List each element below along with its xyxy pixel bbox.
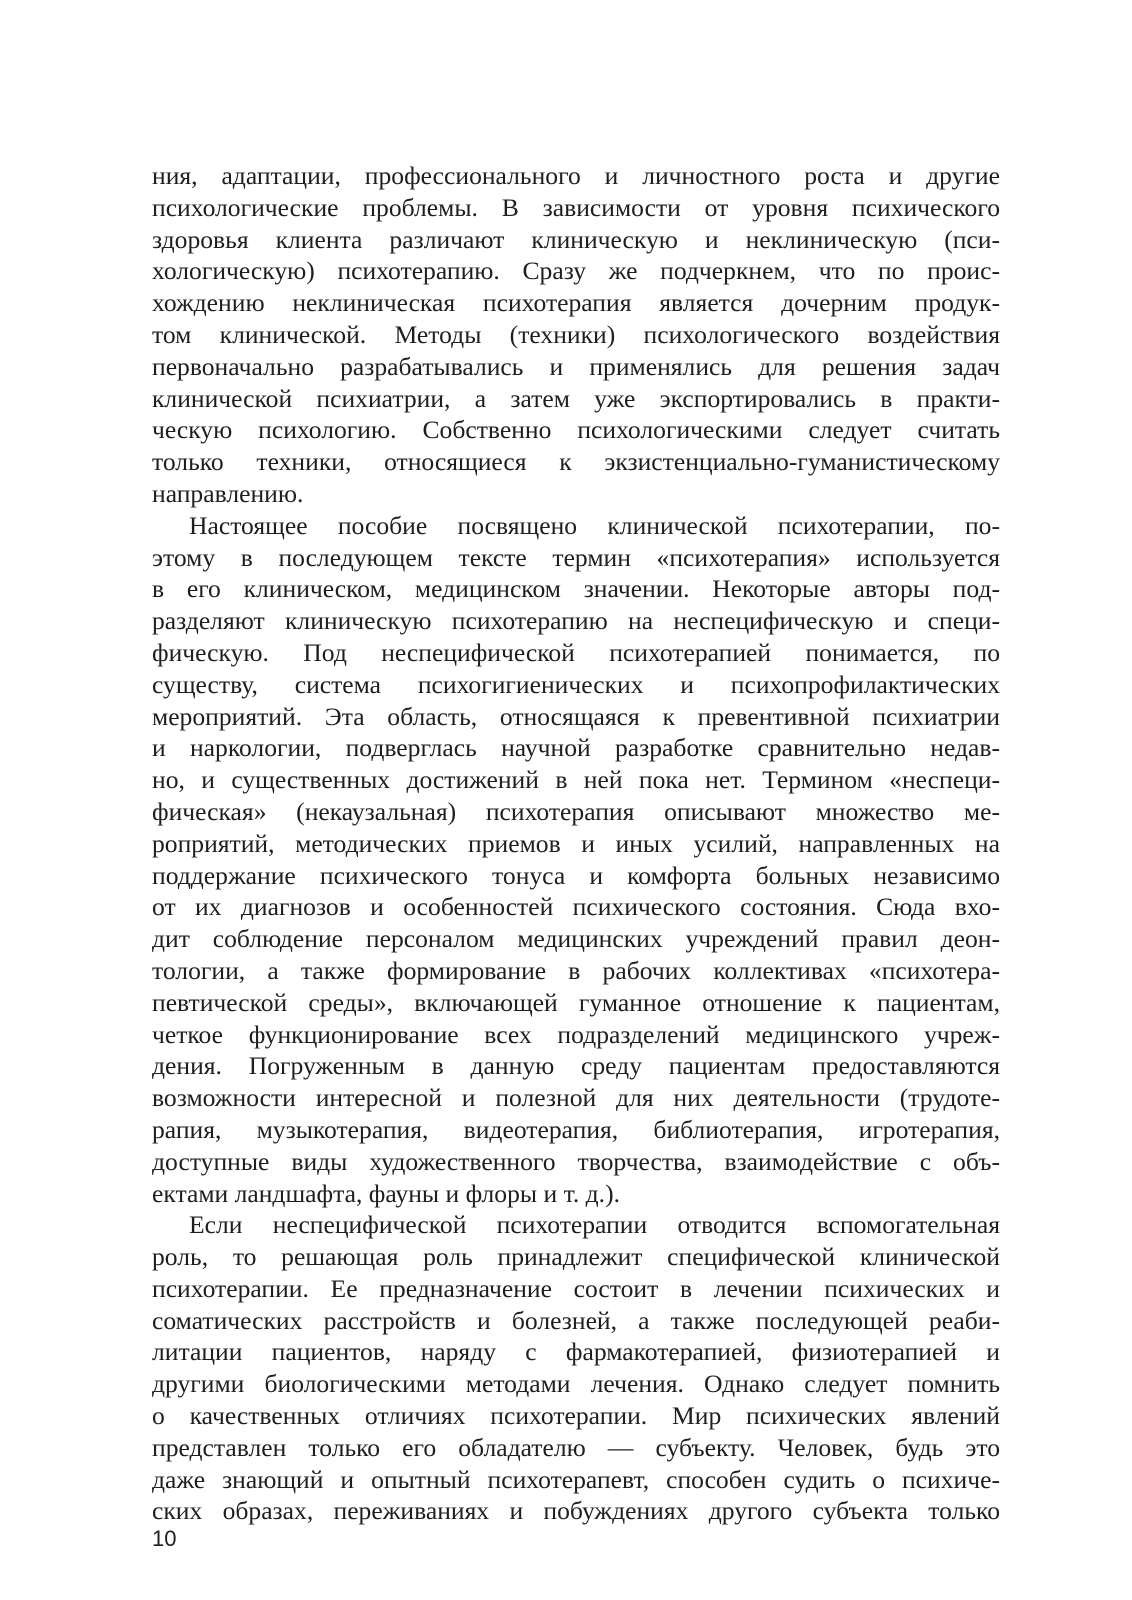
text-line: тологии, а также формирование в рабочих коллективах «психотера- xyxy=(152,955,1000,985)
paragraph-2 xyxy=(152,510,1000,1210)
paragraph-1 xyxy=(152,160,1000,510)
text-line: хологическую) психотерапию. Сразу же подчеркнем, что по проис- xyxy=(152,256,1000,286)
text-line: четкое функционирование всех подразделений медицинского учреж- xyxy=(152,1019,1000,1049)
text-line: но, и существенных достижений в ней пока нет. Термином «неспеци- xyxy=(152,765,1000,795)
text-line: первоначально разрабатывались и применялись для решения задач xyxy=(152,351,1000,381)
text-line: фическая» (некаузальная) психотерапия описывают множество ме- xyxy=(152,796,1000,826)
text-line: представлен только его обладателю — субъекту. Человек, будь это xyxy=(152,1432,1000,1462)
text-line: ческую психологию. Собственно психологическими следует считать xyxy=(152,415,1000,445)
text-line: ектами ландшафта, фауны и флоры и т. д.). xyxy=(152,1178,620,1208)
text-line: певтической среды», включающей гуманное отношение к пациентам, xyxy=(152,987,1000,1017)
text-line: ния, адаптации, профессионального и личностного роста и другие xyxy=(152,161,1000,190)
text-line: другими биологическими методами лечения. Однако следует помнить xyxy=(152,1369,1000,1399)
text-line: ских образах, переживаниях и побуждениях другого субъекта только xyxy=(152,1496,1000,1526)
text-line: хождению неклиническая психотерапия является дочерним продук- xyxy=(152,288,1000,318)
text-line: Если неспецифической психотерапии отводится вспомогательная xyxy=(189,1210,1000,1240)
text-line: возможности интересной и полезной для них деятельности (трудоте- xyxy=(152,1083,1000,1113)
text-line: роприятий, методических приемов и иных усилий, направленных на xyxy=(152,828,1000,858)
text-line: и наркологии, подверглась научной разработке сравнительно недав- xyxy=(152,733,1000,763)
text-line: психологические проблемы. В зависимости от уровня психического xyxy=(152,192,1000,222)
text-line: дит соблюдение персоналом медицинских учреждений правил деон- xyxy=(152,924,1000,954)
text-line: мероприятий. Эта область, относящаяся к превентивной психиатрии xyxy=(152,701,1000,731)
text-line: соматических расстройств и болезней, а также последующей реаби- xyxy=(152,1305,1000,1335)
text-line: от их диагнозов и особенностей психического состояния. Сюда вхо- xyxy=(152,892,1000,922)
text-line: том клинической. Методы (техники) психологического воздействия xyxy=(152,319,1000,349)
body-text xyxy=(152,160,1000,1527)
text-line: в его клиническом, медицинском значении. Некоторые авторы под- xyxy=(152,574,1000,604)
text-line: Настоящее пособие посвящено клинической психотерапии, по- xyxy=(189,510,1000,540)
text-line: доступные виды художественного творчества, взаимодействие с объ- xyxy=(152,1146,1000,1176)
text-line: только техники, относящиеся к экзистенциально-гуманистическому xyxy=(152,447,1000,477)
text-line: клинической психиатрии, а затем уже экспортировались в практи- xyxy=(152,383,1000,413)
text-line: этому в последующем тексте термин «психотерапия» используется xyxy=(152,542,1000,572)
text-line: литации пациентов, наряду с фармакотерапией, физиотерапией и xyxy=(152,1337,1000,1367)
text-line: поддержание психического тонуса и комфорта больных независимо xyxy=(152,860,1000,890)
text-line: разделяют клиническую психотерапию на неспецифическую и специ- xyxy=(152,606,1000,636)
text-line: дения. Погруженным в данную среду пациентам предоставляются xyxy=(152,1051,1000,1081)
text-line: фическую. Под неспецифической психотерапией понимается, по xyxy=(152,637,1000,667)
paragraph-3 xyxy=(152,1209,1000,1527)
text-line: роль, то решающая роль принадлежит специфической клинической xyxy=(152,1242,1000,1272)
text-line: психотерапии. Ее предназначение состоит в лечении психических и xyxy=(152,1273,1000,1303)
text-line: даже знающий и опытный психотерапевт, способен судить о психиче- xyxy=(152,1464,1000,1494)
page-number: 10 xyxy=(152,1526,177,1551)
text-line: здоровья клиента различают клиническую и неклиническую (пси- xyxy=(152,224,1000,254)
text-line: существу, система психогигиенических и психопрофилактических xyxy=(152,669,1000,699)
text-line: рапия, музыкотерапия, видеотерапия, библиотерапия, игротерапия, xyxy=(152,1114,1000,1144)
text-line: о качественных отличиях психотерапии. Мир психических явлений xyxy=(152,1401,1000,1431)
text-line: направлению. xyxy=(152,478,304,508)
